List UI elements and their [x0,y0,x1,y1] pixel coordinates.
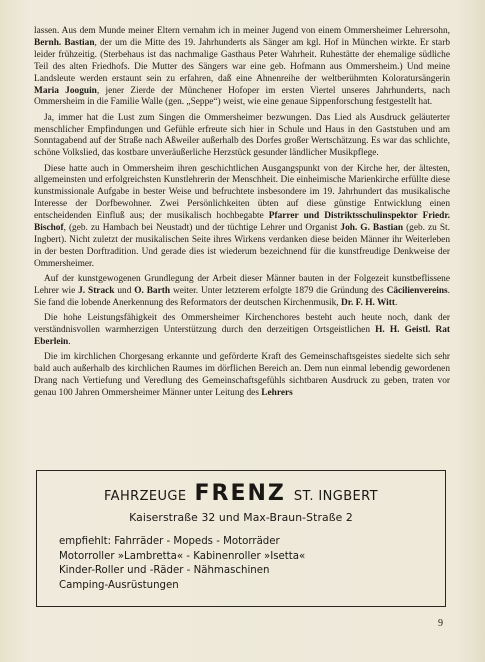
text-run: . [68,336,71,347]
advertisement-company-name: FRENZ [194,481,286,506]
advertisement-box [36,470,446,607]
bold-name: Cäcilienvereins [386,285,448,296]
text-run: Die hohe Leistungsfähigkeit des Ommersheimer Kirchenchores besteht auch heute noch, dank der verständnisvollen warmherzigen Unterstützung durch den derzeitigen Ortsgeistlichen [34,313,450,335]
bold-name: Dr. F. H. Witt [340,297,395,308]
bold-name: Pfarrer und Distriktsschulinspektor Friedr. Bischof [34,211,450,234]
advertisement-city: ST. INGBERT [293,489,378,504]
bold-name: Lehrers [261,387,293,398]
advertisement-line: Motorroller »Lambretta« - Kabinenroller »Isetta« [59,550,306,562]
text-run: , (geb. zu Hambach bei Neustadt) und der tüchtige Lehrer und Organist [63,223,341,234]
advertisement-product-list [59,535,439,593]
text-run: und [114,285,135,296]
advertisement-header [37,481,445,506]
bold-name: Bernh. Bastian [34,37,95,48]
advertisement-line: empfiehlt: Fahrräder - Mopeds - Motorräder [59,536,280,547]
paragraph [34,352,450,400]
text-run: (geb. zu St. Ingbert). Nicht zuletzt der musikalischen Seite ihres Wirkens verdanken diese beiden Männer ihr Weiterleben in der besten Dorftradition. Und gerade dies ist wiederum bezeichnend für die kunstfreudige Denkweise der Ommersheimer. [34,223,450,269]
bold-name: Joh. G. Bastian [340,223,404,234]
paragraph [34,164,450,271]
text-run: , jener Zierde der Münchener Hofoper im ersten Viertel unseres Jahrhunderts, nach Ommersheim in die Familie Walle (gen. „Seppe“) weist, wie eine genaue Sippenforschung festgestellt hat. [34,85,450,108]
text-run: weiter. Unter letzterem erfolgte 1879 die Gründung des [170,285,387,296]
advertisement-lead: FAHRZEUGE [104,489,187,504]
paragraph [34,26,450,109]
article-text [34,26,450,403]
text-run: Auf der kunstgewogenen Grundlegung der Arbeit dieser Männer bauten in der Folgezeit kunstbeflissene Lehrer wie [34,274,450,296]
text-run: Diese hatte auch in Ommersheim ihren geschichtlichen Ausgangspunkt von der Kirche her, der ältesten, allgemeinsten und erfolgreichsten Kunstlehrerin der Menschheit. Die einheimische Marienkirche erfüllte diese kunstmissionale Aufgabe in bester Weise und befruchtete insbesondere im 19. Jahrhundert das musikalische Interesse der Dorfbewohner. Zwei Persönlichkeiten übten auf diese günstige Entwicklung einen entscheidenden Einfluß aus; der musikalisch hochbegabte [34,163,450,222]
text-run: Die im kirchlichen Chorgesang erkannte und geförderte Kraft des Gemeinschaftsgeistes siedelte sich sehr bald auch außerhalb des kirchlichen Raumes im dörflichen Bereich an. Dem nun einmal lebendig gewordenen Drang nach Vertiefung und Veredlung des Gemeinschaftsgefühls sichtbaren Ausdruck zu geben, traten vor genau 100 Jahren Ommersheimer Männer unter Leitung des [34,352,450,398]
text-run: Ja, immer hat die Lust zum Singen die Ommersheimer bezwungen. Das Lied als Ausdruck geläuterter menschlicher Empfindungen und Gefühle erfreute sich hier in Schule und Haus in den Gaststuben und am Sonntagabend auf der Straße nach Aßweiler außerhalb des Dorfes großer Wertschätzung. Es war das schlichte, schöne Volkslied, das kostbare unveräußerliche Herzstück gesunder ländlicher Musikpflege. [34,112,450,159]
paragraph [34,274,450,310]
bold-name: Maria Jooguin [34,85,97,96]
advertisement-line: Kinder-Roller und -Räder - Nähmaschinen [59,565,270,576]
page-number: 9 [438,618,443,629]
bold-name: H. H. Geistl. Rat Eberlein [34,324,451,347]
paragraph [34,113,450,161]
text-run: . Sie fand die lobende Anerkennung des Reformators der deutschen Kirchenmusik, [34,285,450,308]
bold-name: J. Strack [78,285,115,296]
text-run: , der um die Mitte des 19. Jahrhunderts als Sänger am kgl. Hof in München wirkte. Er starb leider frühzeitig. (Sterbehaus ist das nachmalige Gasthaus Peter Wahrheit. Ruhestätte der ehemalige südliche Teil des alten Friedhofs. Die Mutter des Sängers war eine geb. Hofmann aus Ommersheim.) Und meine Landsleute werden erstaunt sein zu erfahren, daß eine Ahnenreihe der weltberühmten Koloratursängerin [34,37,450,84]
paragraph [34,313,450,349]
advertisement-address: Kaiserstraße 32 und Max-Braun-Straße 2 [129,511,353,524]
advertisement-line: Camping-Ausrüstungen [59,579,179,591]
bold-name: O. Barth [134,285,171,296]
text-run: lassen. Aus dem Munde meiner Eltern vernahm ich in meiner Jugend von einem Ommersheimer Lehrersohn, [34,26,450,36]
text-run: . [394,297,398,308]
